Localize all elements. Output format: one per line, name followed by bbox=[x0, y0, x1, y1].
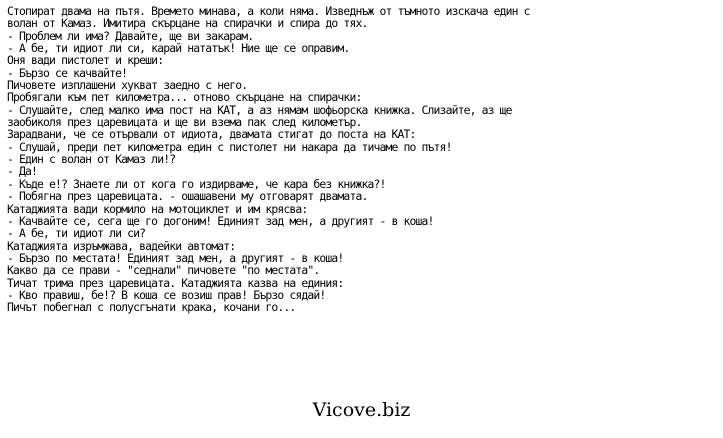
story-line: Пичовете изплашени хукват заедно с него. bbox=[7, 78, 248, 93]
story-line: Какво да се прави - "седнали" пичовете "по местата". bbox=[7, 263, 320, 278]
story-line: - Един с волан от Камаз ли!? bbox=[7, 152, 176, 167]
story-line: волан от Камаз. Имитира скърцане на спирачки и спира до тях. bbox=[7, 16, 368, 31]
story-line: - Бързо се качвайте! bbox=[7, 65, 128, 80]
story-line: Стопират двама на пътя. Времето минава, а коли няма. Изведнъж от тъмното изскача един с bbox=[7, 4, 530, 18]
story-line: - Къде е!? Знаете ли от кога го издирваме, че кара без книжка?! bbox=[7, 176, 386, 191]
site-brand: Vicove.biz bbox=[312, 399, 411, 421]
story-line: - Слушай, преди пет километра един с пистолет ни накара да тичаме по пътя! bbox=[7, 139, 452, 154]
story-line: Катаджията изръмжава, вадейки автомат: bbox=[7, 238, 236, 253]
story-line: - Кво правиш, бе!? В коша се возиш прав! Бързо сядай! bbox=[7, 287, 326, 302]
story-text bbox=[7, 5, 712, 314]
story-line: Оня вади пистолет и креши: bbox=[7, 53, 164, 68]
story-line: - Слушайте, след малко има пост на КАТ, а аз нямам шофьорска книжка. Слизайте, аз ще bbox=[7, 102, 512, 117]
story-line: - А бе, ти идиот ли си? bbox=[7, 226, 146, 241]
story-line: Катаджията вади кормило на мотоциклет и им крясва: bbox=[7, 201, 308, 216]
story-line: - Да! bbox=[7, 164, 38, 179]
story-line: - Проблем ли има? Давайте, ще ви закарам. bbox=[7, 28, 254, 43]
story-line: Пичът побегнал с полусгънати крака, кочани го... bbox=[7, 300, 296, 315]
story-line: Зарадвани, че се отървали от идиота, двамата стигат до поста на КАТ: bbox=[7, 127, 416, 142]
story-line: - Побягна през царевицата. - ошашавени му отговарят двамата. bbox=[7, 189, 368, 204]
story-line: - Качвайте се, сега ще го догоним! Единият зад мен, а другият - в коша! bbox=[7, 213, 434, 228]
story-line: Тичат трима през царевицата. Катаджията казва на единия: bbox=[7, 275, 344, 290]
story-line: заобиколя през царевицата и ще ви взема пак след километър. bbox=[7, 115, 362, 130]
story-line: Пробягали към пет километра... отново скърцане на спирачки: bbox=[7, 90, 362, 105]
story-line: - А бе, ти идиот ли си, карай нататък! Ние ще се оправим. bbox=[7, 41, 350, 56]
story-line: - Бързо по местата! Единият зад мен, а другият - в коша! bbox=[7, 250, 344, 265]
